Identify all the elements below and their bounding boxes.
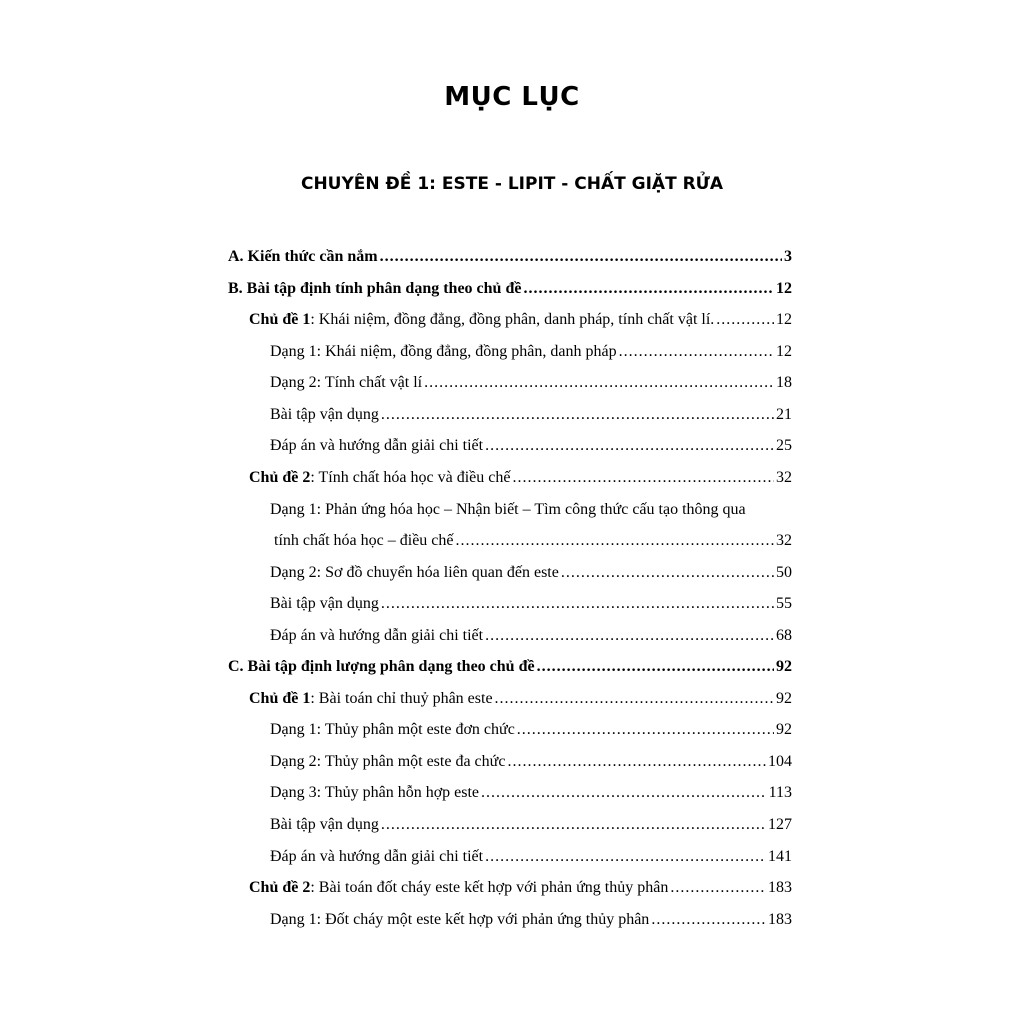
dot-leader [537, 652, 774, 682]
toc-entry-label: Dạng 2: Sơ đồ chuyển hóa liên quan đến este [270, 564, 559, 581]
toc-entry-label: C. Bài tập định lượng phân dạng theo chủ đề [228, 658, 535, 675]
topic-text: : Khái niệm, đồng đẳng, đồng phân, danh pháp, tính chất vật lí. [310, 311, 715, 328]
dot-leader [381, 589, 774, 619]
toc-page-number: 12 [776, 280, 792, 297]
toc-entry-b[interactable] [228, 274, 792, 304]
toc-page-number: 55 [776, 595, 792, 612]
toc-entry-label: Đáp án và hướng dẫn giải chi tiết [270, 437, 484, 454]
chapter-title: CHUYÊN ĐỀ 1: ESTE - LIPIT - CHẤT GIẶT RỬA [300, 174, 724, 194]
dot-leader [512, 463, 774, 493]
toc-page-number: 3 [784, 248, 792, 265]
dot-leader [485, 842, 766, 872]
toc-page-number: 92 [776, 658, 792, 675]
toc-page-number: 25 [776, 437, 792, 454]
dot-leader [485, 431, 774, 461]
toc-entry-label: B. Bài tập định tính phân dạng theo chủ đề [228, 280, 522, 297]
toc-entry-label: Đáp án và hướng dẫn giải chi tiết [270, 627, 484, 644]
toc-entry-c[interactable] [228, 652, 792, 682]
dot-leader [456, 526, 775, 556]
toc-entry-b1-exercises[interactable] [270, 400, 792, 430]
toc-page-number: 92 [776, 721, 792, 738]
toc-entry-b2-form-2[interactable] [270, 558, 792, 588]
toc-entry-a[interactable] [228, 242, 792, 272]
toc-page-number: 68 [776, 627, 792, 644]
topic-text: : Tính chất hóa học và điều chế [310, 469, 511, 486]
toc-entry-label: Dạng 3: Thủy phân hỗn hợp este [270, 784, 480, 801]
dot-leader [523, 274, 774, 304]
toc-page-number: 183 [768, 879, 792, 896]
toc-entry-b1-form-2[interactable] [270, 368, 792, 398]
toc-entry-label: Dạng 1: Thủy phân một este đơn chức [270, 721, 515, 738]
toc-page-number: 141 [768, 848, 792, 865]
toc-entry-c-topic-1[interactable] [249, 684, 792, 714]
toc-page-number: 12 [776, 311, 792, 328]
toc-entry-label: Bài tập vận dụng [270, 595, 379, 612]
toc-entry-c1-exercises[interactable] [270, 810, 792, 840]
dot-leader [507, 747, 766, 777]
dot-leader [381, 810, 766, 840]
toc-entry-b-topic-1[interactable] [249, 305, 792, 335]
toc-page-number: 113 [768, 784, 792, 801]
toc-entry-c-topic-2[interactable] [249, 873, 792, 903]
dot-leader [517, 715, 774, 745]
toc-entry-c1-form-2[interactable] [270, 747, 792, 777]
toc-page-number: 127 [768, 816, 792, 833]
toc-entry-b2-exercises[interactable] [270, 589, 792, 619]
dot-leader [651, 905, 766, 935]
toc-page-number: 32 [776, 532, 792, 549]
toc-entry-c1-answers[interactable] [270, 842, 792, 872]
toc-entry-label: Đáp án và hướng dẫn giải chi tiết [270, 848, 484, 865]
toc-entry-b-topic-2[interactable] [249, 463, 792, 493]
toc-entry-label: Dạng 2: Thủy phân một este đa chức [270, 753, 506, 770]
toc-entry-b2-form-1-line-2[interactable] [274, 526, 792, 556]
toc-entry-label [249, 684, 493, 714]
toc-page-number: 21 [776, 406, 792, 423]
toc-entry-b2-form-1-line-1[interactable]: Dạng 1: Phản ứng hóa học – Nhận biết – Tìm công thức cấu tạo thông qua [270, 501, 746, 518]
toc-page-number: 12 [776, 343, 792, 360]
dot-leader [485, 621, 774, 651]
topic-text: : Bài toán đốt cháy este kết hợp với phản ứng thủy phân [310, 879, 669, 896]
dot-leader [481, 778, 767, 808]
dot-leader [381, 400, 774, 430]
toc-page-number: 50 [776, 564, 792, 581]
toc-entry-label: Dạng 1: Đốt cháy một este kết hợp với phản ứng thủy phân [270, 911, 650, 928]
toc-entry-label [249, 305, 714, 335]
dot-leader [424, 368, 774, 398]
topic-prefix: Chủ đề 1 [249, 311, 311, 328]
dot-leader [670, 873, 766, 903]
toc-entry-label: tính chất hóa học – điều chế [274, 532, 454, 549]
toc-entry-c2-form-1[interactable] [270, 905, 792, 935]
dot-leader [380, 242, 782, 272]
page-title: MỤC LỤC [444, 82, 580, 112]
topic-prefix: Chủ đề 2 [249, 879, 311, 896]
toc-entry-b1-answers[interactable] [270, 431, 792, 461]
topic-prefix: Chủ đề 2 [249, 469, 311, 486]
topic-prefix: Chủ đề 1 [249, 690, 311, 707]
toc-entry-label: A. Kiến thức cần nắm [228, 248, 378, 265]
toc-entry-b1-form-1[interactable] [270, 337, 792, 367]
toc-entry-label: Dạng 1: Khái niệm, đồng đẳng, đồng phân, danh pháp [270, 343, 617, 360]
toc-entry-label: Bài tập vận dụng [270, 816, 379, 833]
dot-leader [619, 337, 774, 367]
toc-page-number: 183 [768, 911, 792, 928]
dot-leader [716, 305, 774, 335]
toc-page-number: 32 [776, 469, 792, 486]
topic-text: : Bài toán chỉ thuỷ phân este [310, 690, 493, 707]
toc-entry-label: Dạng 2: Tính chất vật lí [270, 374, 423, 391]
toc-page-number: 18 [776, 374, 792, 391]
toc-entry-label [249, 463, 510, 493]
toc-page-number: 104 [768, 753, 792, 770]
dot-leader [561, 558, 774, 588]
toc-entry-c1-form-3[interactable] [270, 778, 792, 808]
toc-entry-label: Bài tập vận dụng [270, 406, 379, 423]
toc-page-number: 92 [776, 690, 792, 707]
dot-leader [495, 684, 774, 714]
toc-entry-b2-answers[interactable] [270, 621, 792, 651]
toc-entry-c1-form-1[interactable] [270, 715, 792, 745]
toc-entry-label [249, 873, 668, 903]
